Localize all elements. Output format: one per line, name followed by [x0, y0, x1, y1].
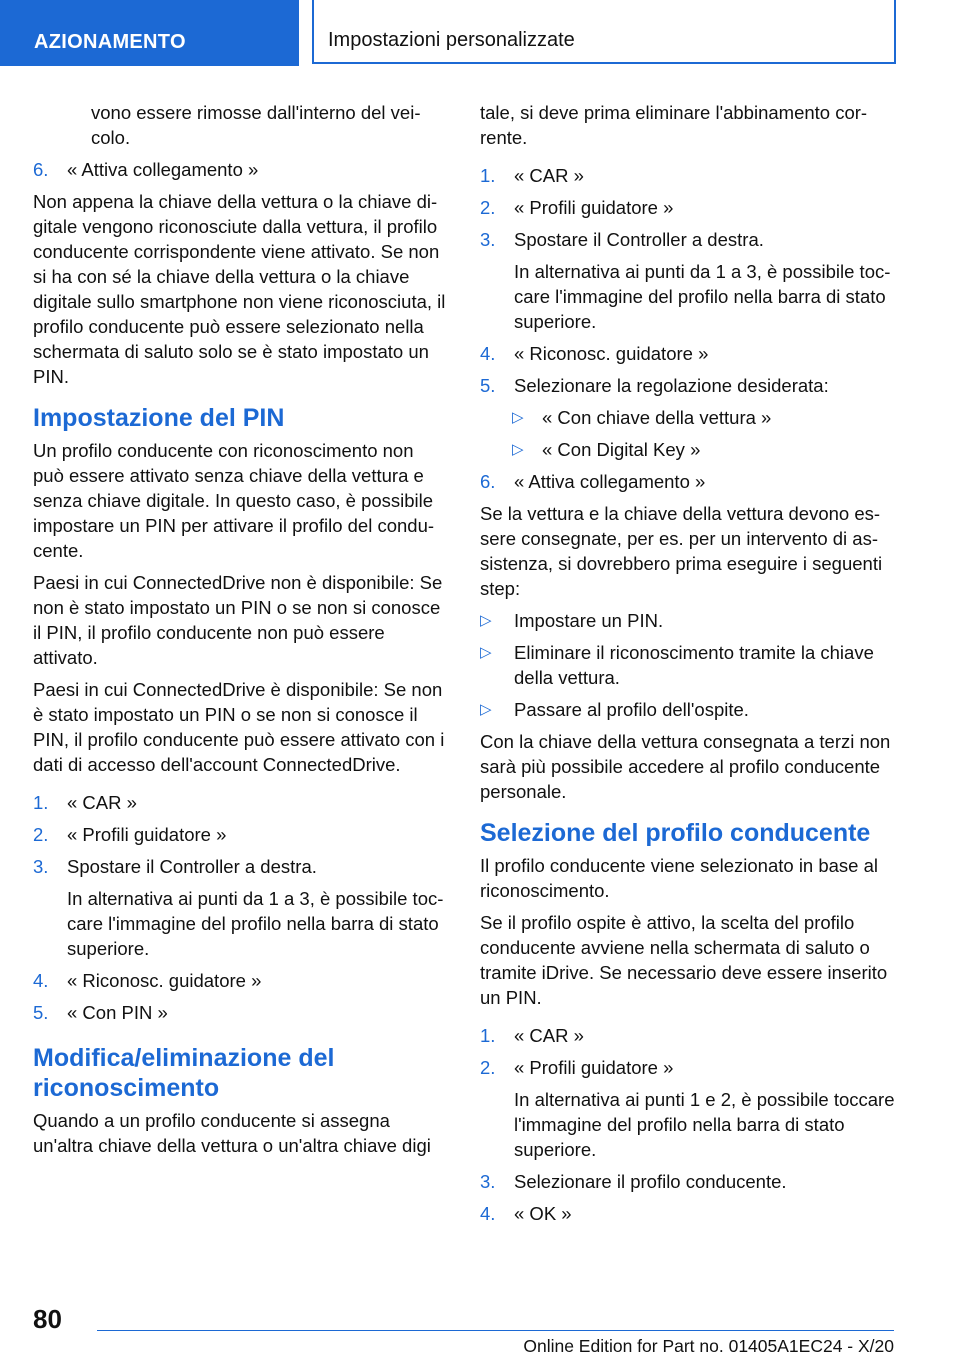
paragraph: Paesi in cui ConnectedDrive non è disponibile: Se non è stato impostato un PIN o se non si conosce il PIN, il profilo conducente non può essere attivato. [33, 572, 443, 668]
sub-bullet-item [480, 405, 896, 430]
list-text: « CAR » [514, 1025, 584, 1046]
list-number: 1. [480, 1025, 496, 1046]
triangle-right-icon: ▷ [512, 409, 524, 426]
list-number: 3. [480, 1171, 496, 1192]
list-subtext: In alternativa ai punti da 1 a 3, è possibile toccare l'immagine del profilo nella barra di stato superiore. [67, 888, 444, 959]
list-number: 2. [480, 1057, 496, 1078]
list-text: Spostare il Controller a destra. [514, 229, 764, 250]
left-column [33, 100, 449, 1165]
bullet-text: Passare al profilo dell'ospite. [514, 699, 749, 720]
triangle-right-icon: ▷ [480, 612, 492, 629]
bullet-text: Impostare un PIN. [514, 610, 664, 631]
list-text: « Profili guidatore » [514, 1057, 674, 1078]
list-item [33, 157, 449, 182]
list-item [33, 790, 449, 815]
list-item [480, 469, 896, 494]
paragraph: Se il profilo ospite è attivo, la scelta del profilo conducente avviene nella schermata di saluto o tramite iDrive. Se necessario deve essere inserito un PIN. [480, 912, 888, 1008]
continued-text: vono essere rimosse dall'interno del veicolo. [91, 102, 421, 148]
bullet-item [480, 608, 896, 633]
list-text: « Riconosc. guidatore » [67, 970, 262, 991]
list-item [33, 854, 449, 879]
paragraph: Paesi in cui ConnectedDrive è disponibile: Se non è stato impostato un PIN o se non si conosce il PIN, il profilo conducente può essere attivato con i dati di accesso dell'account ConnectedDrive. [33, 679, 445, 775]
bullet-text: « Con chiave della vettura » [542, 407, 772, 428]
list-number: 5. [33, 1002, 49, 1023]
paragraph: Non appena la chiave della vettura o la chiave digitale vengono riconosciute dalla vettura, il profilo conducente corrispondente viene attivato. Se non si ha con sé la chiave della vettura o la chiave digitale sullo smartphone non viene riconosciuta, il profilo conducente può essere selezionato nella schermata di saluto solo se è stato impostato un PIN. [33, 191, 446, 387]
bullet-item [480, 640, 896, 690]
list-number: 4. [33, 970, 49, 991]
list-number: 3. [480, 229, 496, 250]
footer-edition: Online Edition for Part no. 01405A1EC24 - X/20 [523, 1336, 894, 1356]
list-number: 5. [480, 375, 496, 396]
list-text: « Attiva collegamento » [514, 471, 706, 492]
list-text: Selezionare la regolazione desiderata: [514, 375, 829, 396]
triangle-right-icon: ▷ [512, 441, 524, 458]
page-number: 80 [33, 1304, 62, 1334]
list-item [480, 1169, 896, 1194]
list-item [480, 1023, 896, 1048]
triangle-right-icon: ▷ [480, 701, 492, 718]
paragraph: Il profilo conducente viene selezionato in base al riconoscimento. [480, 855, 879, 901]
list-number: 6. [480, 471, 496, 492]
list-text: « CAR » [67, 792, 137, 813]
list-item [480, 227, 896, 252]
header-section-tab: AZIONAMENTO [0, 0, 299, 66]
list-item [480, 195, 896, 220]
sub-bullet-item [480, 437, 896, 462]
list-text: « CAR » [514, 165, 584, 186]
paragraph: Se la vettura e la chiave della vettura devono essere consegnate, per es. per un intervento di assistenza, si dovrebbero prima eseguire i seguenti step: [480, 503, 883, 599]
list-number: 4. [480, 343, 496, 364]
list-number: 4. [480, 1203, 496, 1224]
triangle-right-icon: ▷ [480, 644, 492, 661]
list-text: Spostare il Controller a destra. [67, 856, 317, 877]
list-number: 2. [480, 197, 496, 218]
paragraph: Un profilo conducente con riconoscimento non può essere attivato senza chiave della vettura e senza chiave digitale. In questo caso, è possibile impostare un PIN per attivare il profilo del conducente. [33, 440, 435, 561]
heading-modify: Modifica/eliminazione del riconoscimento [33, 1044, 335, 1102]
bullet-item [480, 697, 896, 722]
bullet-text: Eliminare il riconoscimento tramite la chiave della vettura. [514, 642, 874, 688]
list-text: « Riconosc. guidatore » [514, 343, 709, 364]
list-number: 6. [33, 159, 49, 180]
paragraph: Con la chiave della vettura consegnata a terzi non sarà più possibile accedere al profilo conducente personale. [480, 731, 891, 802]
list-item [480, 341, 896, 366]
list-item [480, 163, 896, 188]
bullet-text: « Con Digital Key » [542, 439, 701, 460]
continued-text: tale, si deve prima eliminare l'abbinamento corrente. [480, 102, 868, 148]
list-item [480, 373, 896, 398]
list-item [480, 1055, 896, 1080]
list-text: « Profili guidatore » [514, 197, 674, 218]
list-number: 2. [33, 824, 49, 845]
list-text: « Con PIN » [67, 1002, 168, 1023]
list-number: 1. [480, 165, 496, 186]
footer-divider [97, 1330, 894, 1331]
list-text: « OK » [514, 1203, 572, 1224]
heading-pin: Impostazione del PIN [33, 404, 285, 432]
list-number: 1. [33, 792, 49, 813]
list-number: 3. [33, 856, 49, 877]
heading-select-profile: Selezione del profilo conducente [480, 819, 871, 847]
list-item [33, 968, 449, 993]
list-subtext: In alternativa ai punti da 1 a 3, è possibile toccare l'immagine del profilo nella barra di stato superiore. [514, 261, 891, 332]
list-text: « Profili guidatore » [67, 824, 227, 845]
list-item [33, 1000, 449, 1025]
list-subtext: In alternativa ai punti 1 e 2, è possibile toccare l'immagine del profilo nella barra di stato superiore. [514, 1089, 895, 1160]
list-item [480, 1201, 896, 1226]
list-text: « Attiva collegamento » [67, 159, 259, 180]
paragraph: Quando a un profilo conducente si assegna un'altra chiave della vettura o un'altra chiave digi [33, 1110, 431, 1156]
right-column [480, 100, 896, 1233]
list-text: Selezionare il profilo conducente. [514, 1171, 787, 1192]
header-page-title: Impostazioni personalizzate [312, 0, 896, 64]
list-item [33, 822, 449, 847]
